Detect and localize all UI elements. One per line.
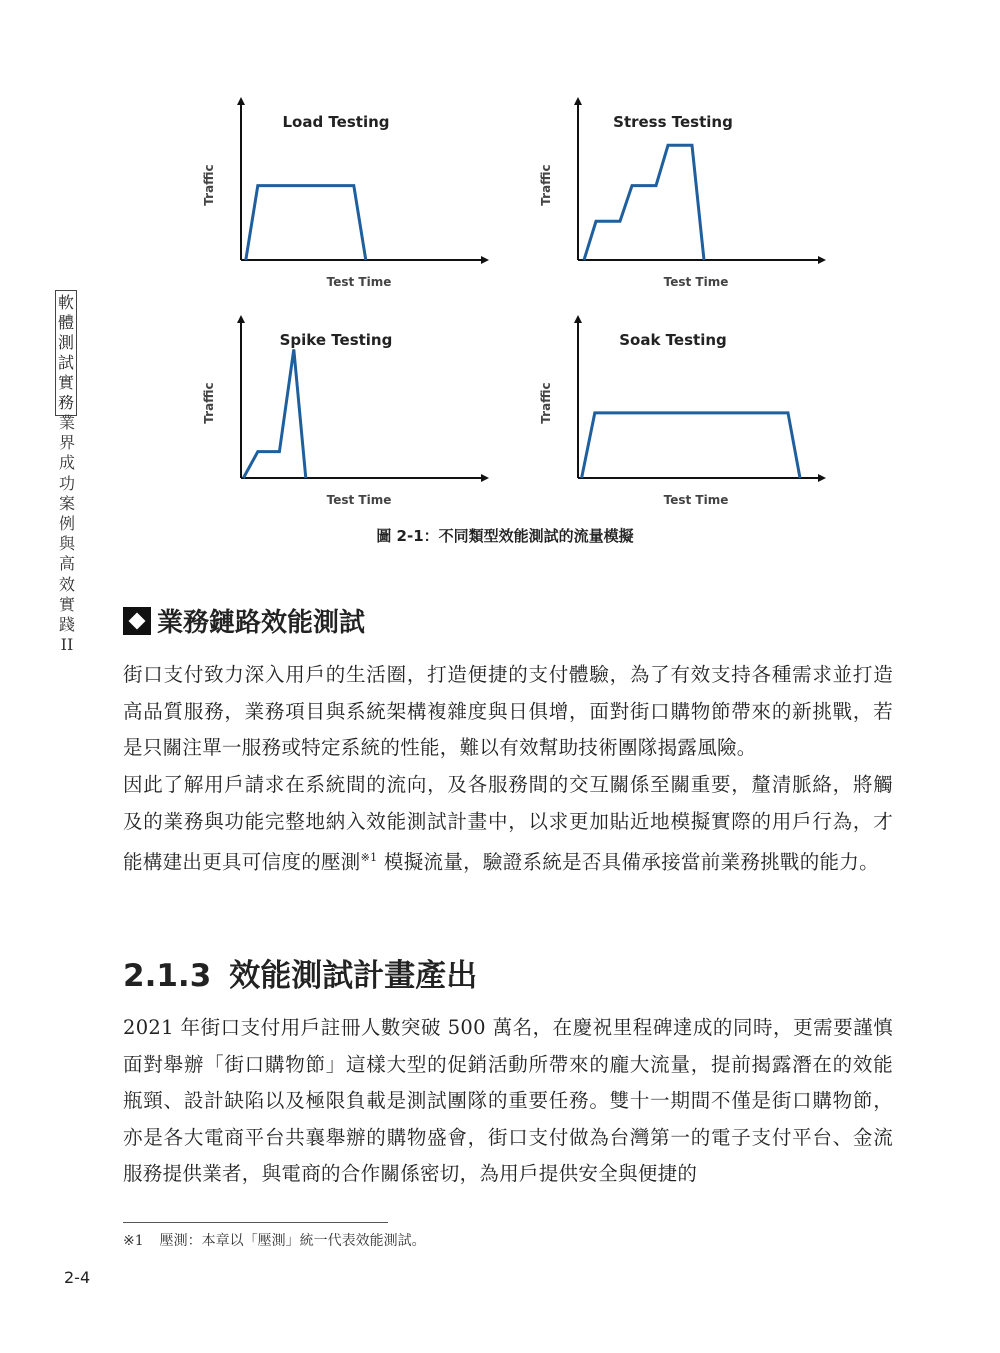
traffic-line xyxy=(243,349,305,478)
footnote-text: 壓測：本章以「壓測」統一代表效能測試。 xyxy=(159,1233,426,1249)
footnote-divider xyxy=(123,1222,388,1223)
x-axis-arrow-icon xyxy=(818,474,826,482)
y-axis-label: Traffic xyxy=(539,164,553,206)
x-axis-label: Test Time xyxy=(663,493,729,507)
chart-title: Soak Testing xyxy=(619,331,727,349)
traffic-line xyxy=(582,413,800,478)
x-axis-label: Test Time xyxy=(326,275,392,289)
paragraph: 街口支付致力深入用戶的生活圈，打造便捷的支付體驗，為了有效支持各種需求並打造高品質服務，業務項目與系統架構複雜度與日俱增，面對街口購物節帶來的新挑戰，若是只關注單一服務或特定系統的性能，難以有效幫助技術團隊揭露風險。 xyxy=(123,663,893,759)
text: 模擬流量，驗證系統是否具備承接當前業務挑戰的能力。 xyxy=(377,850,879,874)
book-title-vertical: 軟體測試實務 xyxy=(55,290,77,416)
x-axis-arrow-icon xyxy=(818,256,826,264)
y-axis-label: Traffic xyxy=(539,382,553,424)
section-heading xyxy=(123,602,365,639)
chart-title: Spike Testing xyxy=(279,331,393,349)
traffic-figure xyxy=(0,0,1000,520)
text: 因此了解用戶請求在系統間的流向，及各服務間的交互關係至關重要，釐清脈絡，將觸及的業務與功能完整地納入效能測試計畫中，以求更加貼近地模擬實際的用戶行為，才能構建出更具可信度的壓測 xyxy=(123,773,893,874)
x-axis-label: Test Time xyxy=(663,275,729,289)
subsection-title: 效能測試計畫產出 xyxy=(229,958,478,994)
y-axis-label: Traffic xyxy=(202,382,216,424)
section-title: 業務鏈路效能測試 xyxy=(157,608,366,638)
volume-text: II xyxy=(60,635,74,655)
chart-title: Stress Testing xyxy=(613,113,733,131)
y-axis-label: Traffic xyxy=(202,164,216,206)
y-axis-arrow-icon xyxy=(237,315,245,323)
x-axis-arrow-icon xyxy=(481,474,489,482)
figure-caption: 圖 2-1：不同類型效能測試的流量模擬 xyxy=(376,527,634,545)
subsection-number: 2.1.3 xyxy=(123,958,212,994)
subsection-heading xyxy=(123,950,477,995)
x-axis-label: Test Time xyxy=(326,493,392,507)
y-axis-arrow-icon xyxy=(237,97,245,105)
diamond-bullet-icon xyxy=(123,607,151,635)
chart-title: Load Testing xyxy=(282,113,390,131)
footnote-mark: ※1 xyxy=(123,1233,144,1249)
x-axis-arrow-icon xyxy=(481,256,489,264)
paragraph: 2021 年街口支付用戶註冊人數突破 500 萬名，在慶祝里程碑達成的同時，更需要謹慎面對舉辦「街口購物節」這樣大型的促銷活動所帶來的龐大流量，提前揭露潛在的效能瓶頸、設計缺陷以及極限負載是測試團隊的重要任務。雙十一期間不僅是街口購物節，亦是各大電商平台共襄舉辦的購物盛會，街口支付做為台灣第一的電子支付平台、金流服務提供業者，與電商的合作關係密切，為用戶提供安全與便捷的 xyxy=(123,1016,893,1185)
footnote xyxy=(123,1230,426,1250)
page-number: 2-4 xyxy=(64,1268,91,1287)
paragraph xyxy=(123,767,893,881)
subtitle-text: 業界成功案例與高效實踐 xyxy=(58,413,75,635)
y-axis-arrow-icon xyxy=(574,315,582,323)
footnote-ref[interactable]: ※1 xyxy=(360,851,378,864)
traffic-line xyxy=(584,145,704,260)
traffic-line xyxy=(246,186,366,260)
y-axis-arrow-icon xyxy=(574,97,582,105)
